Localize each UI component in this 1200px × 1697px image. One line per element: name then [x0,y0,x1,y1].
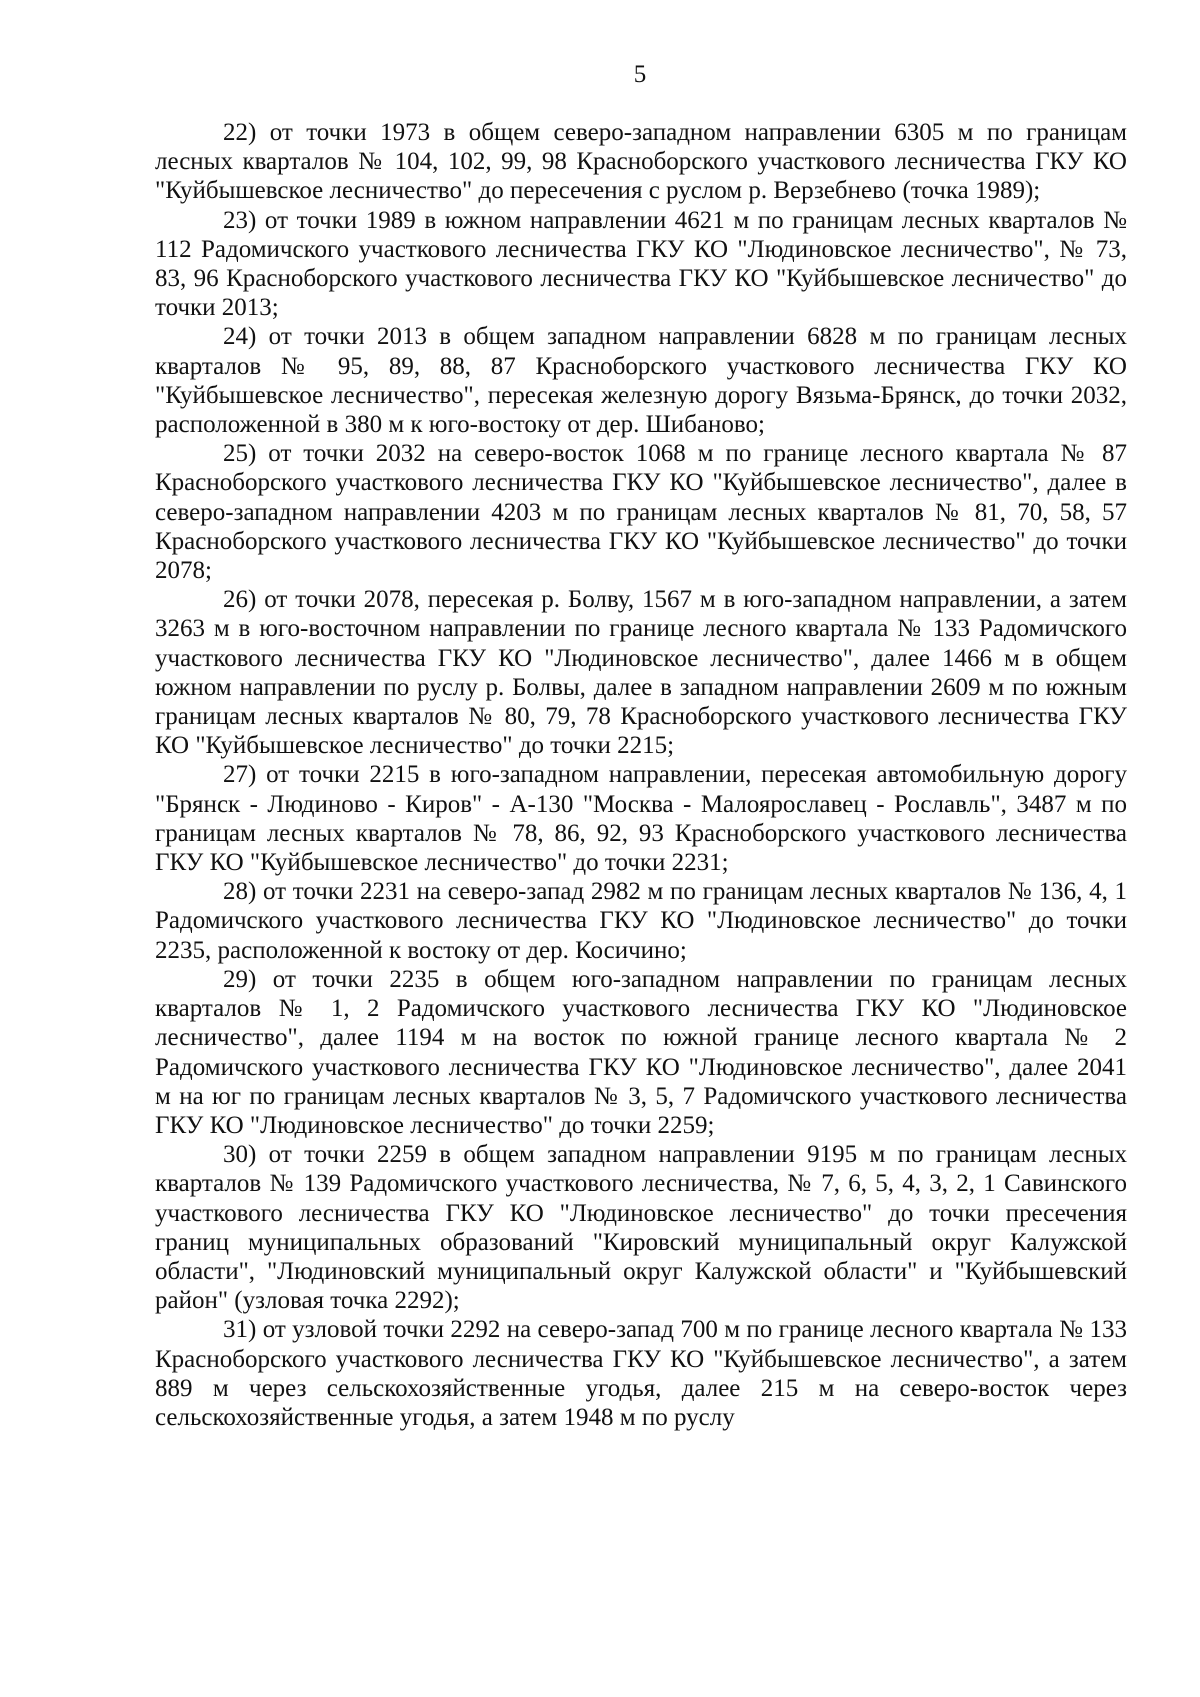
document-body [155,118,1127,1432]
paragraph-31: 31) от узловой точки 2292 на северо-запад 700 м по границе лесного квартала № 133 Красноборского участкового лесничества ГКУ КО "Куйбышевское лесничество", а затем 889 м через сельскохозяйственные угодья, далее 215 м на северо-восток через сельскохозяйственные угодья, а затем 1948 м по руслу [155,1316,1127,1431]
paragraph-25: 25) от точки 2032 на северо-восток 1068 м по границе лесного квартала № 87 Красноборского участкового лесничества ГКУ КО "Куйбышевское лесничество", далее в северо-западном направлении 4203 м по границам лесных кварталов № 81, 70, 58, 57 Красноборского участкового лесничества ГКУ КО "Куйбышевское лесничество" до точки 2078; [155,440,1127,585]
paragraph-26: 26) от точки 2078, пересекая р. Болву, 1567 м в юго-западном направлении, а затем 3263 м в юго-восточном направлении по границе лесного квартала № 133 Радомичского участкового лесничества ГКУ КО "Людиновское лесничество", далее 1466 м в общем южном направлении по руслу р. Болвы, далее в западном направлении 2609 м по южным границам лесных кварталов № 80, 79, 78 Красноборского участкового лесничества ГКУ КО "Куйбышевское лесничество" до точки 2215; [155,586,1127,760]
paragraph-27: 27) от точки 2215 в юго-западном направлении, пересекая автомобильную дорогу "Брянск - Людиново - Киров" - А-130 "Москва - Малоярославец - Рославль", 3487 м по границам лесных кварталов № 78, 86, 92, 93 Красноборского участкового лесничества ГКУ КО "Куйбышевское лесничество" до точки 2231; [155,761,1127,877]
paragraph-22: 22) от точки 1973 в общем северо-западном направлении 6305 м по границам лесных кварталов № 104, 102, 99, 98 Красноборского участкового лесничества ГКУ КО "Куйбышевское лесничество" до пересечения с руслом р. Верзебнево (точка 1989); [155,119,1127,205]
paragraph-29: 29) от точки 2235 в общем юго-западном направлении по границам лесных кварталов № 1, 2 Радомичского участкового лесничества ГКУ КО "Людиновское лесничество", далее 1194 м на восток по южной границе лесного квартала № 2 Радомичского участкового лесничества ГКУ КО "Людиновское лесничество", далее 2041 м на юг по границам лесных кварталов № 3, 5, 7 Радомичского участкового лесничества ГКУ КО "Людиновское лесничество" до точки 2259; [155,965,1127,1139]
paragraph-30: 30) от точки 2259 в общем западном направлении 9195 м по границам лесных кварталов № 139 Радомичского участкового лесничества, № 7, 6, 5, 4, 3, 2, 1 Савинского участкового лесничества ГКУ КО "Людиновское лесничество" до точки пресечения границ муниципальных образований "Кировский муниципальный округ Калужской области", "Людиновский муниципальный округ Калужской области" и "Куйбышевский район" (узловая точка 2292); [155,1141,1127,1315]
paragraph-24: 24) от точки 2013 в общем западном направлении 6828 м по границам лесных кварталов № 95, 89, 88, 87 Красноборского участкового лесничества ГКУ КО "Куйбышевское лесничество", пересекая железную дорогу Вязьма-Брянск, до точки 2032, расположенной в 380 м к юго-востоку от дер. Шибаново; [155,323,1127,439]
paragraph-28: 28) от точки 2231 на северо-запад 2982 м по границам лесных кварталов № 136, 4, 1 Радомичского участкового лесничества ГКУ КО "Людиновское лесничество" до точки 2235, расположенной к востоку от дер. Косичино; [155,878,1127,964]
paragraph-23: 23) от точки 1989 в южном направлении 4621 м по границам лесных кварталов № 112 Радомичского участкового лесничества ГКУ КО "Людиновское лесничество", № 73, 83, 96 Красноборского участкового лесничества ГКУ КО "Куйбышевское лесничество" до точки 2013; [155,206,1127,322]
page-number: 5 [633,61,647,88]
